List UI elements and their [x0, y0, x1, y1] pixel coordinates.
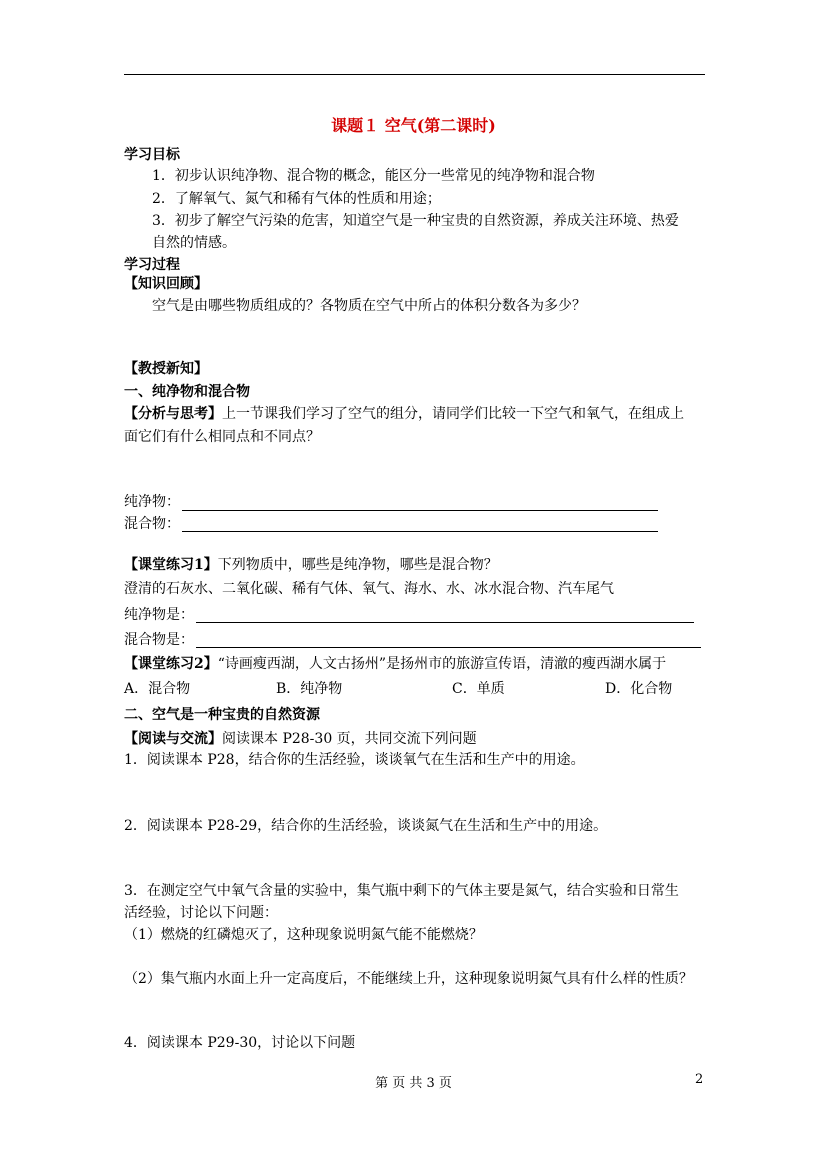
- new-knowledge-label: 【教授新知】: [124, 361, 208, 377]
- practice1-substances: 澄清的石灰水、二氧化碳、稀有气体、氧气、海水、水、冰水混合物、汽车尾气: [124, 581, 614, 597]
- reading-line: [124, 730, 477, 748]
- footer-page-number: 2: [695, 1072, 704, 1087]
- practice1-label: 【课堂练习1】: [124, 557, 218, 573]
- practice1-pure-answer-line[interactable]: [196, 622, 694, 623]
- objective-item: 1．初步认识纯净物、混合物的概念，能区分一些常见的纯净物和混合物: [152, 168, 595, 184]
- question-4: 4．阅读课本 P29-30，讨论以下问题: [124, 1035, 356, 1051]
- question-3: 3．在测定空气中氧气含量的实验中，集气瓶中剩下的气体主要是氮气，结合实验和日常生: [124, 883, 679, 899]
- practice2-option-d[interactable]: D．化合物: [605, 681, 673, 697]
- reading-label: 【阅读与交流】: [124, 731, 222, 747]
- pure-substance-answer-line[interactable]: [182, 510, 658, 511]
- review-label: 【知识回顾】: [124, 276, 208, 292]
- analysis-text-continued: 面它们有什么相同点和不同点？: [124, 429, 320, 445]
- question-2: 2．阅读课本 P28-29，结合你的生活经验，谈谈氮气在生活和生产中的用途。: [124, 818, 608, 834]
- question-3-sub-1: （1）燃烧的红磷熄灭了，这种现象说明氮气能不能燃烧？: [124, 927, 483, 943]
- practice1-mixture-answer-line[interactable]: [196, 647, 701, 648]
- analysis-paragraph: [124, 405, 684, 423]
- question-1: 1．阅读课本 P28，结合你的生活经验，谈谈氧气在生活和生产中的用途。: [124, 752, 585, 768]
- practice2-option-a[interactable]: A．混合物: [124, 681, 191, 697]
- practice1-pure-label: 纯净物是：: [124, 607, 194, 623]
- question-3-continued: 活经验，讨论以下问题：: [124, 905, 278, 921]
- objective-item: 3．初步了解空气污染的危害，知道空气是一种宝贵的自然资源，养成关注环境、热爱: [152, 213, 679, 229]
- page-title: 课题１ 空气(第二课时): [331, 116, 496, 135]
- objectives-heading: 学习目标: [124, 147, 180, 163]
- mixture-label: 混合物：: [124, 516, 180, 532]
- mixture-answer-line[interactable]: [182, 531, 658, 532]
- objective-item: 2．了解氧气、氮气和稀有气体的性质和用途；: [152, 191, 441, 207]
- practice1-mixture-label: 混合物是：: [124, 632, 194, 648]
- practice2-question: “诗画瘦西湖，人文古扬州”是扬州市的旅游宣传语，清澈的瘦西湖水属于: [217, 656, 667, 672]
- question-3-sub-2: （2）集气瓶内水面上升一定高度后，不能继续上升，这种现象说明氮气具有什么样的性质？: [124, 971, 693, 987]
- practice1-question: 下列物质中，哪些是纯净物，哪些是混合物？: [217, 557, 498, 573]
- practice2-option-b[interactable]: B．纯净物: [276, 681, 343, 697]
- process-heading: 学习过程: [124, 257, 180, 273]
- pure-substance-label: 纯净物：: [124, 494, 180, 510]
- practice1-question-line: [124, 556, 498, 574]
- header-rule: [124, 74, 705, 75]
- analysis-label: 【分析与思考】: [124, 406, 222, 422]
- objective-item: 自然的情感。: [152, 235, 236, 251]
- analysis-text: 上一节课我们学习了空气的组分，请同学们比较一下空气和氧气，在组成上: [222, 406, 684, 422]
- section2-heading: 二、空气是一种宝贵的自然资源: [124, 707, 320, 723]
- footer-page-info: 第 页 共 3 页: [375, 1076, 452, 1091]
- practice2-question-line: [124, 655, 666, 673]
- practice2-option-c[interactable]: C．单质: [452, 681, 505, 697]
- review-question: 空气是由哪些物质组成的？各物质在空气中所占的体积分数各为多少？: [152, 298, 586, 314]
- section1-heading: 一、纯净物和混合物: [124, 384, 250, 400]
- practice2-label: 【课堂练习2】: [124, 656, 218, 672]
- reading-text: 阅读课本 P28-30 页，共同交流下列问题: [222, 731, 477, 747]
